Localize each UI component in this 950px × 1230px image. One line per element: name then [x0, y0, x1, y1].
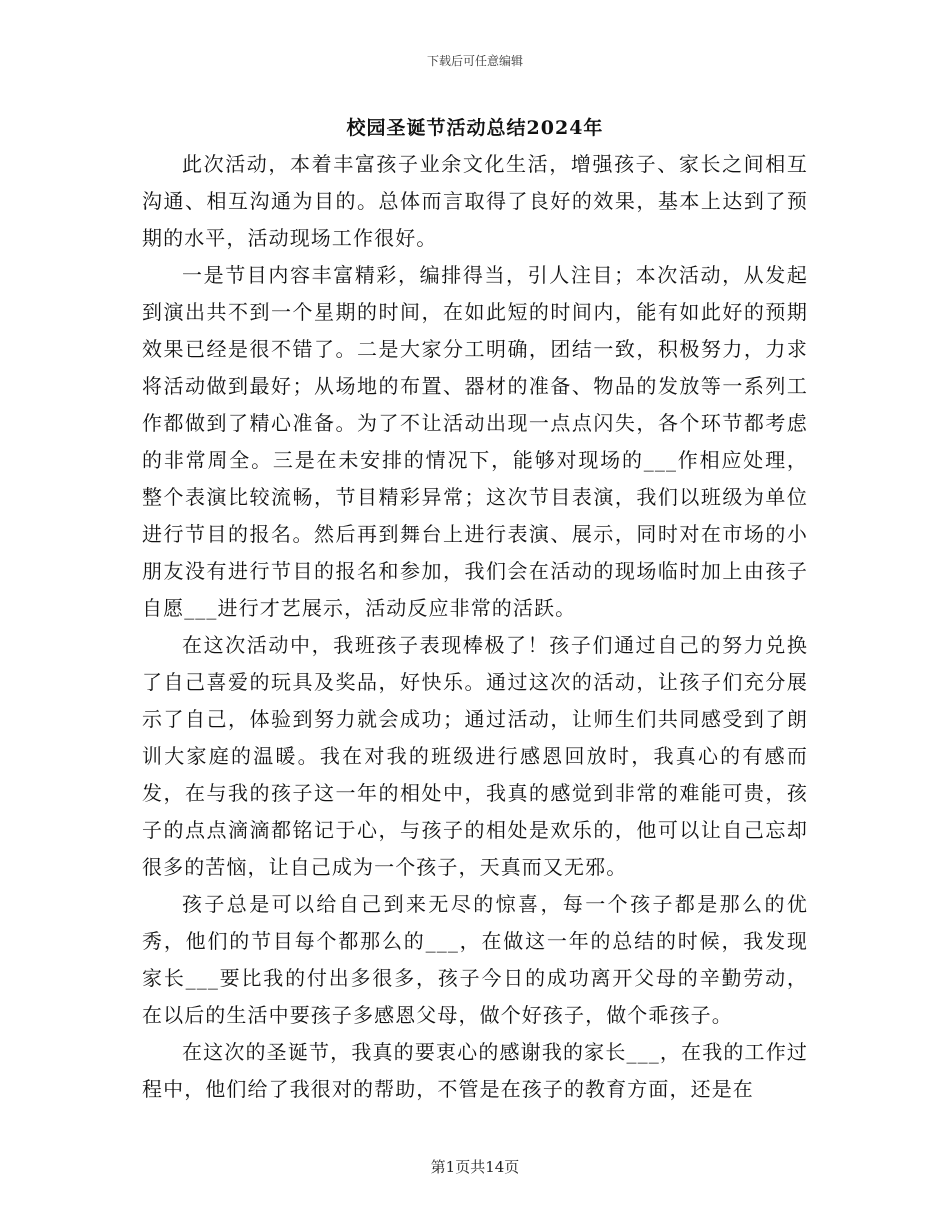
paragraph: 在这次活动中，我班孩子表现棒极了！孩子们通过自己的努力兑换了自己喜爱的玩具及奖品，好快乐。通过这次的活动，让孩子们充分展示了自己，体验到努力就会成功；通过活动，让师生们共同感受到了朗训大家庭的温暖。我在对我的班级进行感恩回放时，我真心的有感而发，在与我的孩子这一年的相处中，我真的感觉到非常的难能可贵，孩子的点点滴滴都铭记于心，与孩子的相处是欢乐的，他可以让自己忘却很多的苦恼，让自己成为一个孩子，天真而又无邪。 — [142, 633, 808, 879]
document-body — [142, 146, 808, 1108]
paragraph: 孩子总是可以给自己到来无尽的惊喜，每一个孩子都是那么的优秀，他们的节目每个都那么的___，在做这一年的总结的时候，我发现家长___要比我的付出多很多，孩子今日的成功离开父母的辛勤劳动，在以后的生活中要孩子多感恩父母，做个好孩子，做个乖孩子。 — [142, 892, 808, 1027]
document-title: 校园圣诞节活动总结2024年 — [346, 117, 604, 139]
page-header-note: 下载后可任意编辑 — [426, 54, 523, 68]
paragraph: 一是节目内容丰富精彩，编排得当，引人注目；本次活动，从发起到演出共不到一个星期的时间，在如此短的时间内，能有如此好的预期效果已经是很不错了。二是大家分工明确，团结一致，积极努力，力求将活动做到最好；从场地的布置、器材的准备、物品的发放等一系列工作都做到了精心准备。为了不让活动出现一点点闪失，各个环节都考虑的非常周全。三是在未安排的情况下，能够对现场的___作相应处理，整个表演比较流畅，节目精彩异常；这次节目表演，我们以班级为单位进行节目的报名。然后再到舞台上进行表演、展示，同时对在市场的小朋友没有进行节目的报名和参加，我们会在活动的现场临时加上由孩子自愿___进行才艺展示，活动反应非常的活跃。 — [142, 263, 808, 620]
paragraph: 在这次的圣诞节，我真的要衷心的感谢我的家长___，在我的工作过程中，他们给了我很对的帮助，不管是在孩子的教育方面，还是在 — [142, 1040, 808, 1101]
page-number: 第1页共14页 — [430, 1158, 520, 1176]
paragraph: 此次活动，本着丰富孩子业余文化生活，增强孩子、家长之间相互沟通、相互沟通为目的。总体而言取得了良好的效果，基本上达到了预期的水平，活动现场工作很好。 — [142, 152, 808, 250]
